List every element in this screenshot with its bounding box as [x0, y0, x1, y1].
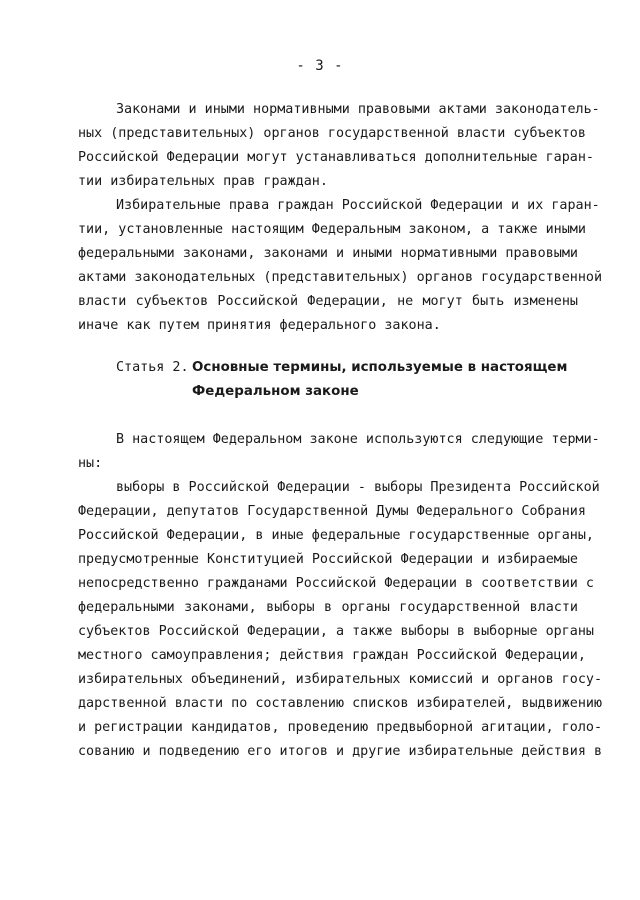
paragraph-line: ных (представительных) органов государственной власти субъектов: [78, 126, 586, 141]
paragraph-1: [78, 98, 600, 194]
paragraph-line: и регистрации кандидатов, проведению предвыборной агитации, голо-: [78, 720, 603, 735]
paragraph-line: избирательных объединений, избирательных комиссий и органов госу-: [78, 672, 603, 687]
paragraph-line: дарственной власти по составлению списков избирателей, выдвижению: [78, 696, 603, 711]
paragraph-line: Российской Федерации, в иные федеральные государственные органы,: [78, 528, 594, 543]
paragraph-line: тии избирательных прав граждан.: [78, 174, 328, 189]
paragraph-line: Избирательные права граждан Российской Федерации и их гаран-: [116, 198, 600, 213]
paragraph-line: Российской Федерации могут устанавливаться дополнительные гаран-: [78, 150, 594, 165]
paragraph-line: ны:: [78, 456, 103, 471]
paragraph-line: иначе как путем принятия федерального закона.: [78, 318, 441, 333]
paragraph-3: [78, 428, 600, 476]
paragraph-line: сованию и подведению его итогов и другие избирательные действия в: [78, 744, 603, 759]
paragraph-line: тии, установленные настоящим Федеральным законом, а также иными: [78, 222, 586, 237]
paragraph-line: федеральными законами, выборы в органы государственной власти: [78, 600, 578, 615]
paragraph-line: актами законодательных (представительных) органов государственной: [78, 270, 603, 285]
article-heading: [116, 356, 576, 404]
paragraph-line: выборы в Российской Федерации - выборы Президента Российской: [116, 480, 600, 495]
paragraph-line: Федерации, депутатов Государственной Думы Федерального Собрания: [78, 504, 586, 519]
paragraph-line: федеральными законами, законами и иными нормативными правовыми: [78, 246, 578, 261]
paragraph-line: В настоящем Федеральном законе используются следующие терми-: [116, 432, 600, 447]
paragraph-line: местного самоуправления; действия граждан Российской Федерации,: [78, 648, 586, 663]
article-title-line-2: Федеральном законе: [192, 384, 359, 399]
article-title-line-1: Основные термины, используемые в настоящем: [192, 360, 568, 375]
paragraph-line: непосредственно гражданами Российской Федерации в соответствии с: [78, 576, 594, 591]
paragraph-line: предусмотренные Конституцией Российской Федерации и избираемые: [78, 552, 578, 567]
article-label: Статья 2.: [116, 360, 189, 375]
paragraph-4: [78, 476, 603, 764]
paragraph-line: власти субъектов Российской Федерации, не могут быть изменены: [78, 294, 578, 309]
paragraph-2: [78, 194, 603, 338]
paragraph-line: Законами и иными нормативными правовыми актами законодатель-: [116, 102, 600, 117]
paragraph-line: субъектов Российской Федерации, а также выборы в выборные органы: [78, 624, 594, 639]
page-number: - 3 -: [296, 58, 344, 74]
